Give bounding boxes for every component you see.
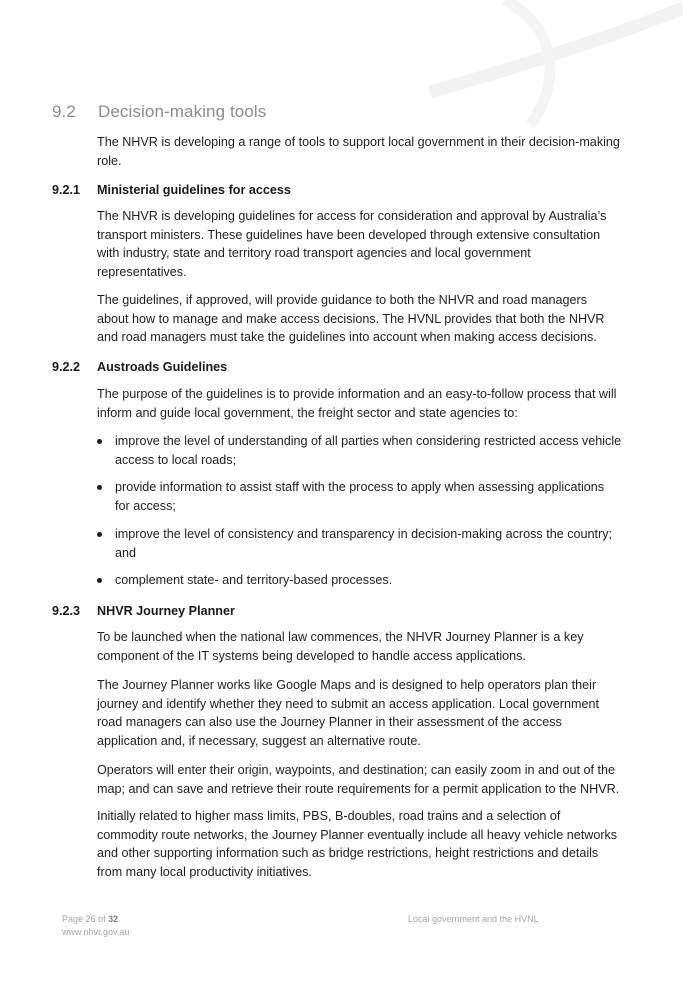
subsection-title: Ministerial guidelines for access <box>97 183 291 197</box>
subsection-title: NHVR Journey Planner <box>97 604 235 618</box>
bullet-icon <box>97 578 102 583</box>
section-title: Decision-making tools <box>98 102 267 121</box>
footer-url: www.nhvr.gov.au <box>62 927 130 937</box>
paragraph-922-1: The purpose of the guidelines is to provide information and an easy-to-follow process that will inform and guide local government, the freight sector and state agencies to: <box>97 387 617 420</box>
paragraph-923-3: Operators will enter their origin, waypoints, and destination; can easily zoom in and out of the map; and can save and retrieve their route requirements for a permit application to the NHVR. <box>97 763 620 796</box>
list-item: provide information to assist staff with the process to apply when assessing applications for access; <box>97 478 622 515</box>
subsection-number: 9.2.1 <box>52 183 81 197</box>
paragraph-923-4: Initially related to higher mass limits, PBS, B-doubles, road trains and a selection of commodity route networks, the Journey Planner eventually include all heavy vehicle networks and other supporting information such as bridge restrictions, height restrictions and details from many local productivity initiatives. <box>97 809 618 879</box>
subsection-title: Austroads Guidelines <box>97 360 228 374</box>
subsection-heading-921 <box>52 183 612 197</box>
section-number: 9.2 <box>52 102 76 121</box>
paragraph-923-2: The Journey Planner works like Google Maps and is designed to help operators plan their journey and identify whether they need to submit an access application. Local government road managers can also use the Journey Planner in their assessment of the access application and, if necessary, suggest an alternative route. <box>97 678 599 748</box>
list-item: complement state- and territory-based processes. <box>97 571 622 590</box>
subsection-heading-923 <box>52 604 612 618</box>
section-heading <box>52 102 266 122</box>
list-item: improve the level of understanding of all parties when considering restricted access vehicle access to local roads; <box>97 432 622 469</box>
list-item: improve the level of consistency and transparency in decision-making across the country; and <box>97 525 622 562</box>
paragraph-923-1: To be launched when the national law commences, the NHVR Journey Planner is a key component of the IT systems being developed to handle access applications. <box>97 630 584 663</box>
intro-paragraph: The NHVR is developing a range of tools to support local government in their decision-making role. <box>97 135 620 168</box>
footer-document-title: Local government and the HVNL <box>408 914 539 924</box>
page-number: Page 26 of 32 <box>62 914 119 924</box>
paragraph-921-1: The NHVR is developing guidelines for access for consideration and approval by Australia’s transport ministers. These guidelines have been developed through extensive consultation with industry, state and territory road transport agencies and local government representatives. <box>97 209 607 279</box>
bullet-icon <box>97 485 102 490</box>
paragraph-921-2: The guidelines, if approved, will provide guidance to both the NHVR and road managers about how to manage and make access decisions. The HVNL provides that both the NHVR and road managers must take the guidelines into account when making access decisions. <box>97 293 605 344</box>
subsection-number: 9.2.3 <box>52 604 81 618</box>
subsection-heading-922 <box>52 360 612 374</box>
subsection-number: 9.2.2 <box>52 360 81 374</box>
bullet-icon <box>97 532 102 537</box>
bullet-icon <box>97 439 102 444</box>
